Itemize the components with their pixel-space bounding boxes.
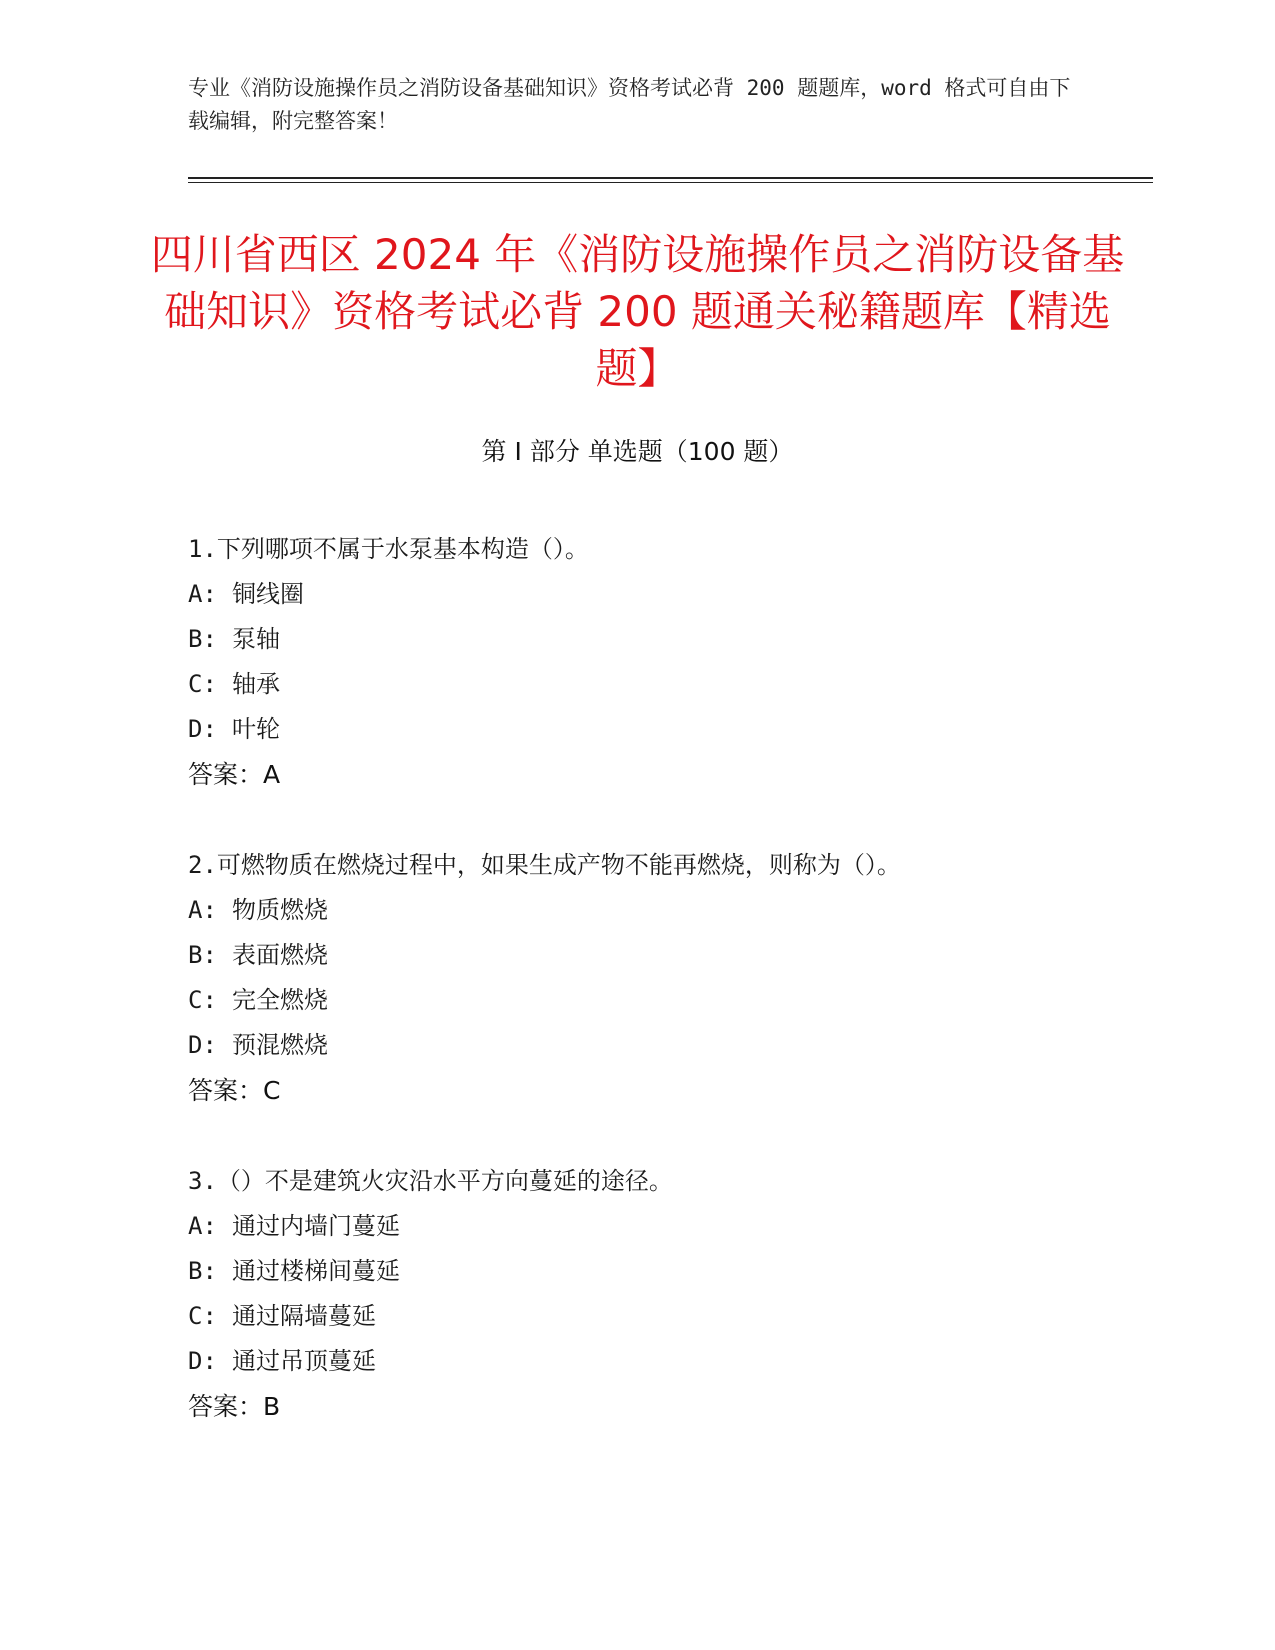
option-text: 铜线圈: [232, 580, 304, 608]
option-text: 轴承: [232, 670, 280, 698]
option-key: B:: [188, 941, 217, 969]
option-a: [188, 1204, 1128, 1249]
option-key: C:: [188, 670, 217, 698]
question-list: [188, 527, 1128, 1475]
option-c: [188, 1294, 1128, 1339]
option-text: 完全燃烧: [232, 986, 328, 1014]
option-a: [188, 572, 1128, 617]
option-c: [188, 662, 1128, 707]
option-key: C:: [188, 986, 217, 1014]
section-title: 第 I 部分 单选题（100 题）: [481, 437, 794, 466]
header-rule-thick: [188, 177, 1153, 179]
option-d: [188, 1023, 1128, 1068]
option-key: D:: [188, 1347, 217, 1375]
question-3: [188, 1159, 1128, 1429]
question-stem: 1.下列哪项不属于水泵基本构造（）。: [188, 535, 589, 563]
option-key: D:: [188, 715, 217, 743]
option-text: 泵轴: [232, 625, 280, 653]
question-2: [188, 843, 1128, 1113]
option-key: D:: [188, 1031, 217, 1059]
option-a: [188, 888, 1128, 933]
option-text: 物质燃烧: [232, 896, 328, 924]
option-text: 叶轮: [232, 715, 280, 743]
answer: 答案：B: [188, 1392, 281, 1421]
option-text: 通过吊顶蔓延: [232, 1347, 376, 1375]
option-key: B:: [188, 625, 217, 653]
option-key: B:: [188, 1257, 217, 1285]
question-1: [188, 527, 1128, 797]
option-text: 通过楼梯间蔓延: [232, 1257, 400, 1285]
option-text: 通过内墙门蔓延: [232, 1212, 400, 1240]
header-rule-thin: [188, 182, 1153, 183]
document-title: 四川省西区 2024 年《消防设施操作员之消防设备基础知识》资格考试必背 200 题通关秘籍题库【精选题】: [150, 230, 1125, 393]
option-key: A:: [188, 1212, 217, 1240]
option-key: A:: [188, 896, 217, 924]
option-key: A:: [188, 580, 217, 608]
option-text: 预混燃烧: [232, 1031, 328, 1059]
option-d: [188, 1339, 1128, 1384]
option-b: [188, 1249, 1128, 1294]
option-text: 表面燃烧: [232, 941, 328, 969]
option-b: [188, 617, 1128, 662]
option-text: 通过隔墙蔓延: [232, 1302, 376, 1330]
answer: 答案：C: [188, 1076, 281, 1105]
answer: 答案：A: [188, 760, 281, 789]
question-stem: 3.（）不是建筑火灾沿水平方向蔓延的途径。: [188, 1167, 673, 1195]
option-key: C:: [188, 1302, 217, 1330]
header-note: 专业《消防设施操作员之消防设备基础知识》资格考试必背 200 题题库，word 格式可自由下载编辑，附完整答案！: [188, 76, 1071, 133]
option-b: [188, 933, 1128, 978]
question-stem: 2.可燃物质在燃烧过程中，如果生成产物不能再燃烧，则称为（）。: [188, 851, 901, 879]
option-d: [188, 707, 1128, 752]
option-c: [188, 978, 1128, 1023]
